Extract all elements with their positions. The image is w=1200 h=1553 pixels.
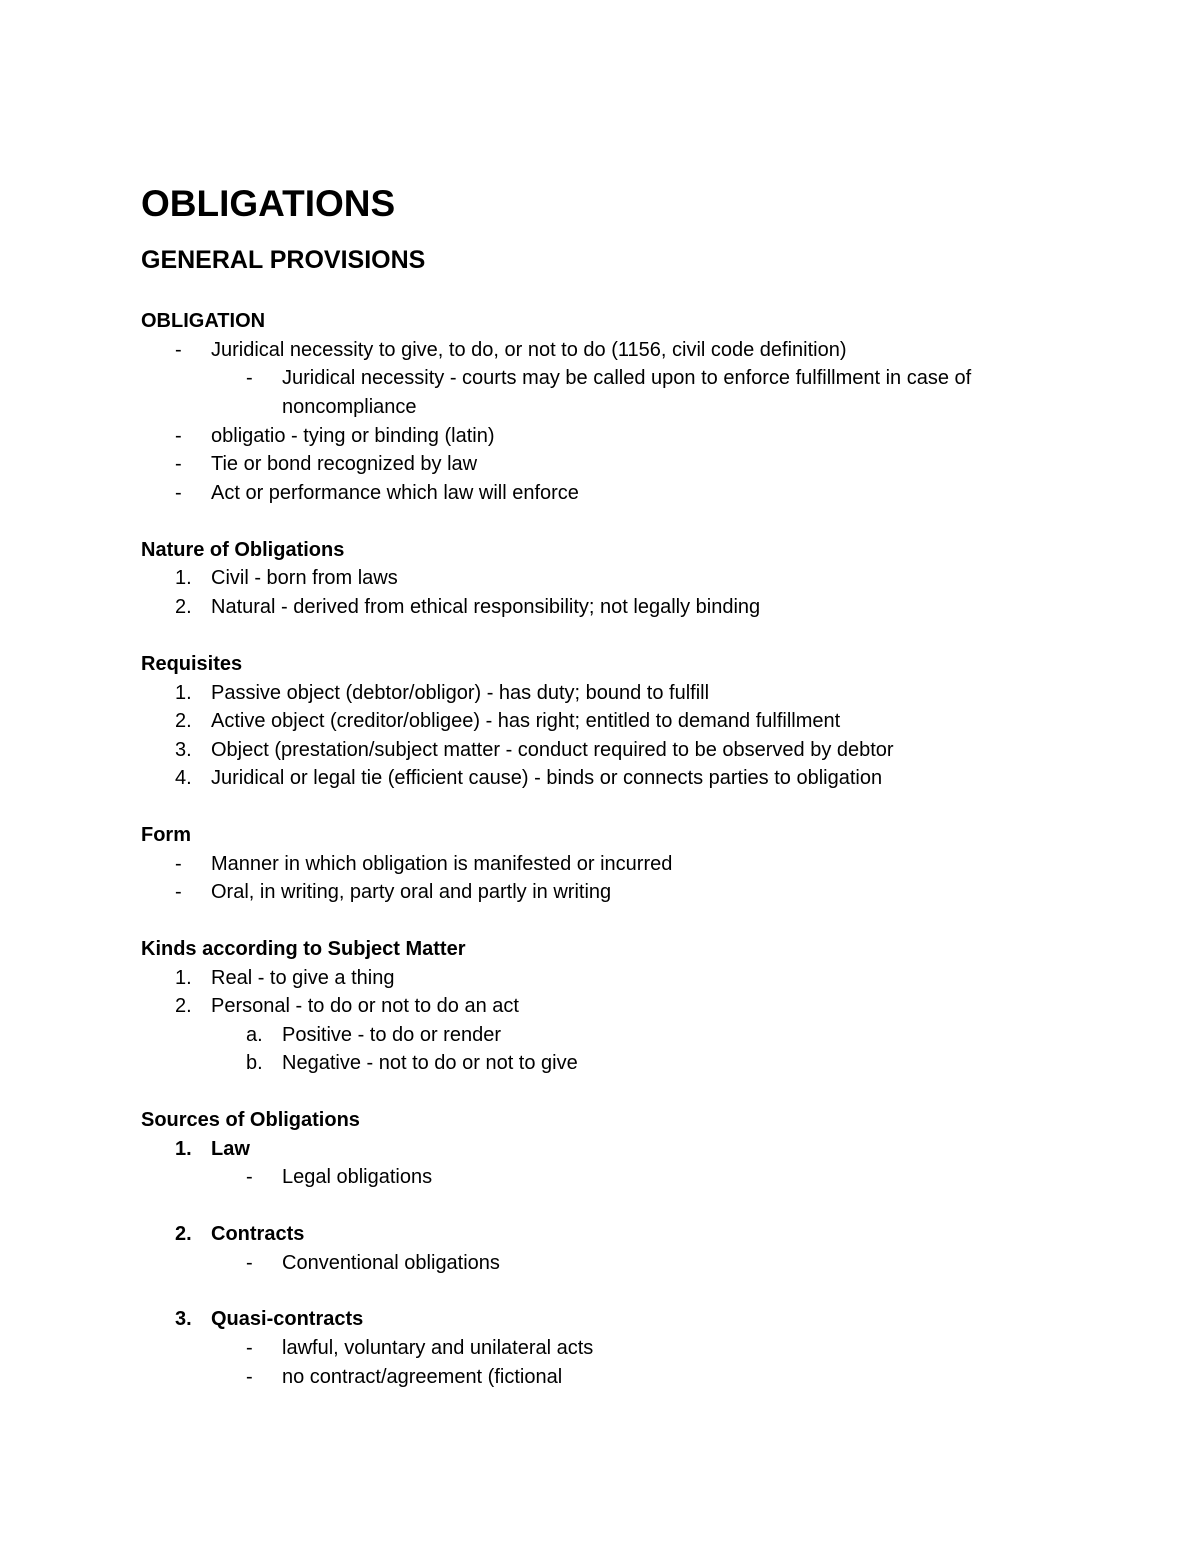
bullet-dash: - <box>246 1366 253 1388</box>
requisites-item: Object (prestation/subject matter - conduct required to be observed by debtor <box>211 739 894 761</box>
obligation-heading: OBLIGATION <box>141 310 266 332</box>
section-title: GENERAL PROVISIONS <box>141 246 426 274</box>
sources-heading: Sources of Obligations <box>141 1109 360 1131</box>
list-letter: b. <box>246 1052 263 1074</box>
bullet-dash: - <box>175 453 182 475</box>
nature-item: Civil - born from laws <box>211 567 398 589</box>
bullet-dash: - <box>246 1337 253 1359</box>
source-label: Contracts <box>211 1223 305 1245</box>
document-title: OBLIGATIONS <box>141 183 396 224</box>
list-number: 2. <box>175 995 192 1017</box>
obligation-sub-item: Juridical necessity - courts may be called upon to enforce fulfillment in case of <box>282 367 972 389</box>
obligation-item: obligatio - tying or binding (latin) <box>211 425 495 447</box>
nature-heading: Nature of Obligations <box>141 539 345 561</box>
obligation-sub-item-continued: noncompliance <box>282 396 417 418</box>
bullet-dash: - <box>246 1166 253 1188</box>
form-item: Manner in which obligation is manifested or incurred <box>211 853 673 875</box>
source-label: Law <box>211 1138 250 1160</box>
kinds-sub-item: Negative - not to do or not to give <box>282 1052 578 1074</box>
list-number: 4. <box>175 767 192 789</box>
requisites-item: Active object (creditor/obligee) - has right; entitled to demand fulfillment <box>211 710 841 732</box>
bullet-dash: - <box>246 1252 253 1274</box>
list-number: 2. <box>175 1223 192 1245</box>
bullet-dash: - <box>175 881 182 903</box>
list-number: 1. <box>175 682 192 704</box>
list-number: 1. <box>175 1138 192 1160</box>
nature-item: Natural - derived from ethical responsibility; not legally binding <box>211 596 761 618</box>
form-heading: Form <box>141 824 191 846</box>
bullet-dash: - <box>175 425 182 447</box>
list-number: 3. <box>175 1308 192 1330</box>
source-detail: Legal obligations <box>282 1166 433 1188</box>
source-label: Quasi-contracts <box>211 1308 364 1330</box>
form-item: Oral, in writing, party oral and partly in writing <box>211 881 612 903</box>
list-number: 3. <box>175 739 192 761</box>
kinds-sub-item: Positive - to do or render <box>282 1024 501 1046</box>
kinds-heading: Kinds according to Subject Matter <box>141 938 466 960</box>
bullet-dash: - <box>175 482 182 504</box>
list-number: 1. <box>175 567 192 589</box>
bullet-dash: - <box>246 367 253 389</box>
list-number: 2. <box>175 596 192 618</box>
bullet-dash: - <box>175 339 182 361</box>
requisites-item: Juridical or legal tie (efficient cause) - binds or connects parties to obligation <box>211 767 883 789</box>
source-detail: no contract/agreement (fictional <box>282 1366 563 1388</box>
source-detail: Conventional obligations <box>282 1252 500 1274</box>
obligation-item: Juridical necessity to give, to do, or not to do (1156, civil code definition) <box>211 339 847 361</box>
source-detail: lawful, voluntary and unilateral acts <box>282 1337 594 1359</box>
bullet-dash: - <box>175 853 182 875</box>
kinds-item: Real - to give a thing <box>211 967 395 989</box>
requisites-heading: Requisites <box>141 653 243 675</box>
obligation-item: Tie or bond recognized by law <box>211 453 478 475</box>
list-number: 1. <box>175 967 192 989</box>
requisites-item: Passive object (debtor/obligor) - has duty; bound to fulfill <box>211 682 710 704</box>
list-number: 2. <box>175 710 192 732</box>
kinds-item: Personal - to do or not to do an act <box>211 995 519 1017</box>
obligation-item: Act or performance which law will enforce <box>211 482 579 504</box>
list-letter: a. <box>246 1024 263 1046</box>
